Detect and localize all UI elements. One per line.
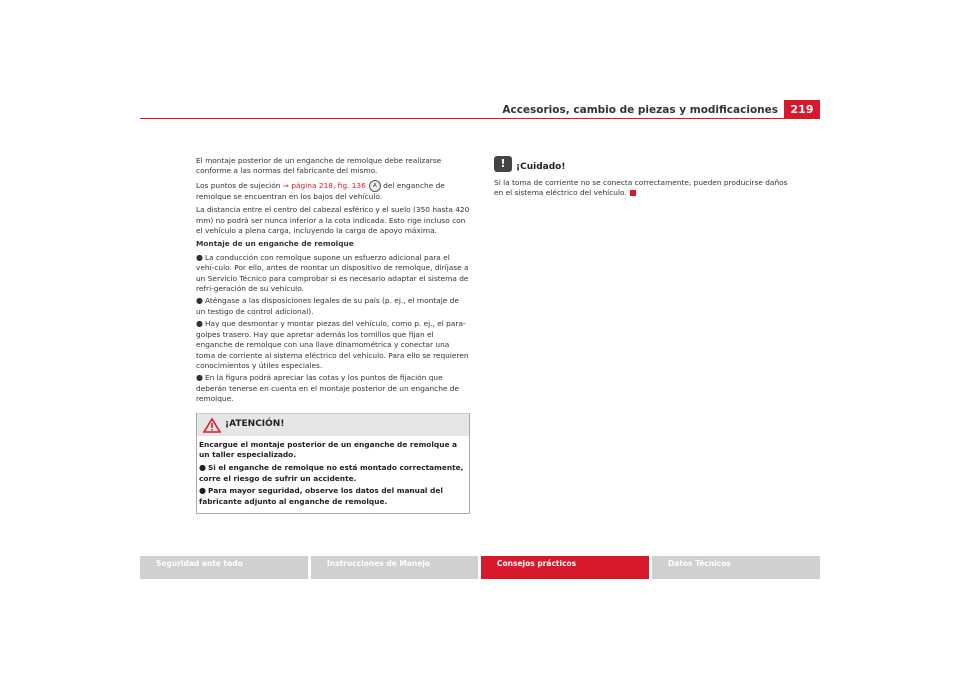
bullet-text: En la figura podrá apreciar las cotas y los puntos de fijación que deberán tenerse en cuenta en el montaje posterior de un enganche de remolque.: [196, 373, 460, 404]
footer-tab-instrucciones[interactable]: Instrucciones de Manejo: [311, 556, 478, 579]
warning-box: [196, 413, 470, 514]
page-header-title: Accesorios, cambio de piezas y modificaciones: [502, 104, 778, 116]
caution-header: [494, 156, 794, 176]
right-column: [494, 156, 794, 202]
bullet-item: [196, 319, 470, 371]
paragraph-text: Los puntos de sujeción: [196, 180, 283, 190]
subheading: Montaje de un enganche de remolque: [196, 239, 354, 249]
left-column: [196, 156, 470, 514]
paragraph: [196, 180, 470, 202]
page-reference-link[interactable]: ⇒ página 218, fig. 136: [282, 180, 366, 190]
paragraph: El montaje posterior de un enganche de remolque debe realizarse conforme a las normas del fabricante del mismo.: [196, 156, 442, 176]
caution-title: ¡Cuidado!: [516, 162, 566, 172]
paragraph-text: del enganche de remolque se encuentran en los bajos del vehículo.: [196, 180, 445, 201]
footer-tab-datos[interactable]: Datos Técnicos: [652, 556, 820, 579]
bullet-text: Si el enganche de remolque no está montado correctamente, corre el riesgo de sufrir un accidente.: [199, 463, 464, 483]
bullet-text: La conducción con remolque supone un esfuerzo adicional para el vehí-culo. Por ello, antes de montar un dispositivo de remolque, diríjase a un Servicio Técnico para comprobar si es necesario adaptar el sistema de refri-geración de su vehículo.: [196, 252, 469, 294]
bullet-item: [196, 296, 470, 317]
header-rule: [140, 118, 820, 119]
bullet-text: Aténgase a las disposiciones legales de su país (p. ej., el montaje de un testigo de control adicional).: [196, 296, 459, 316]
warning-bullet: [199, 486, 467, 507]
warning-bullet: [199, 463, 467, 484]
caution-text: [494, 178, 794, 199]
footer-tab-seguridad[interactable]: Seguridad ante todo: [140, 556, 308, 579]
bullet-icon: ●: [196, 252, 203, 262]
figure-marker-badge: A: [369, 180, 381, 192]
warning-title: ¡ATENCIÓN!: [225, 418, 285, 429]
bullet-icon: ●: [199, 463, 206, 473]
bullet-item: [196, 253, 470, 295]
bullet-text: Para mayor seguridad, observe los datos del manual del fabricante adjunto al enganche de remolque.: [199, 486, 443, 506]
caution-exclamation-icon: !: [494, 156, 512, 172]
bullet-item: [196, 373, 470, 404]
warning-body: [197, 436, 469, 513]
footer-nav: [140, 556, 820, 579]
caution-body: Si la toma de corriente no se conecta correctamente, pueden producirse daños en el sistema eléctrico del vehículo.: [494, 178, 788, 198]
warning-text: Encargue el montaje posterior de un enganche de remolque a un taller especializado.: [199, 439, 458, 459]
bullet-icon: ●: [196, 296, 203, 306]
end-mark-icon: [630, 190, 636, 196]
warning-header: [197, 413, 469, 436]
bullet-icon: ●: [196, 319, 203, 329]
footer-tab-consejos[interactable]: Consejos prácticos: [481, 556, 649, 579]
paragraph: La distancia entre el centro del cabezal esférico y el suelo (350 hasta 420 mm) no podrá ser nunca inferior a la cota indicada. Esto rige incluso con el vehículo a plena carga, incluyendo la carga de apoyo máxima.: [196, 205, 470, 236]
bullet-icon: ●: [196, 373, 203, 383]
page-number: 219: [784, 100, 820, 118]
bullet-text: Hay que desmontar y montar piezas del vehículo, como p. ej., el para-golpes trasero. Hay que apretar además los tornillos que fijan el enganche de remolque con una llave dinamométrica y conectar una toma de corriente al sistema eléctrico del vehículo. Para ello se requieren conocimientos y útiles especiales.: [196, 319, 469, 370]
warning-triangle-icon: [203, 418, 221, 433]
bullet-icon: ●: [199, 486, 206, 496]
